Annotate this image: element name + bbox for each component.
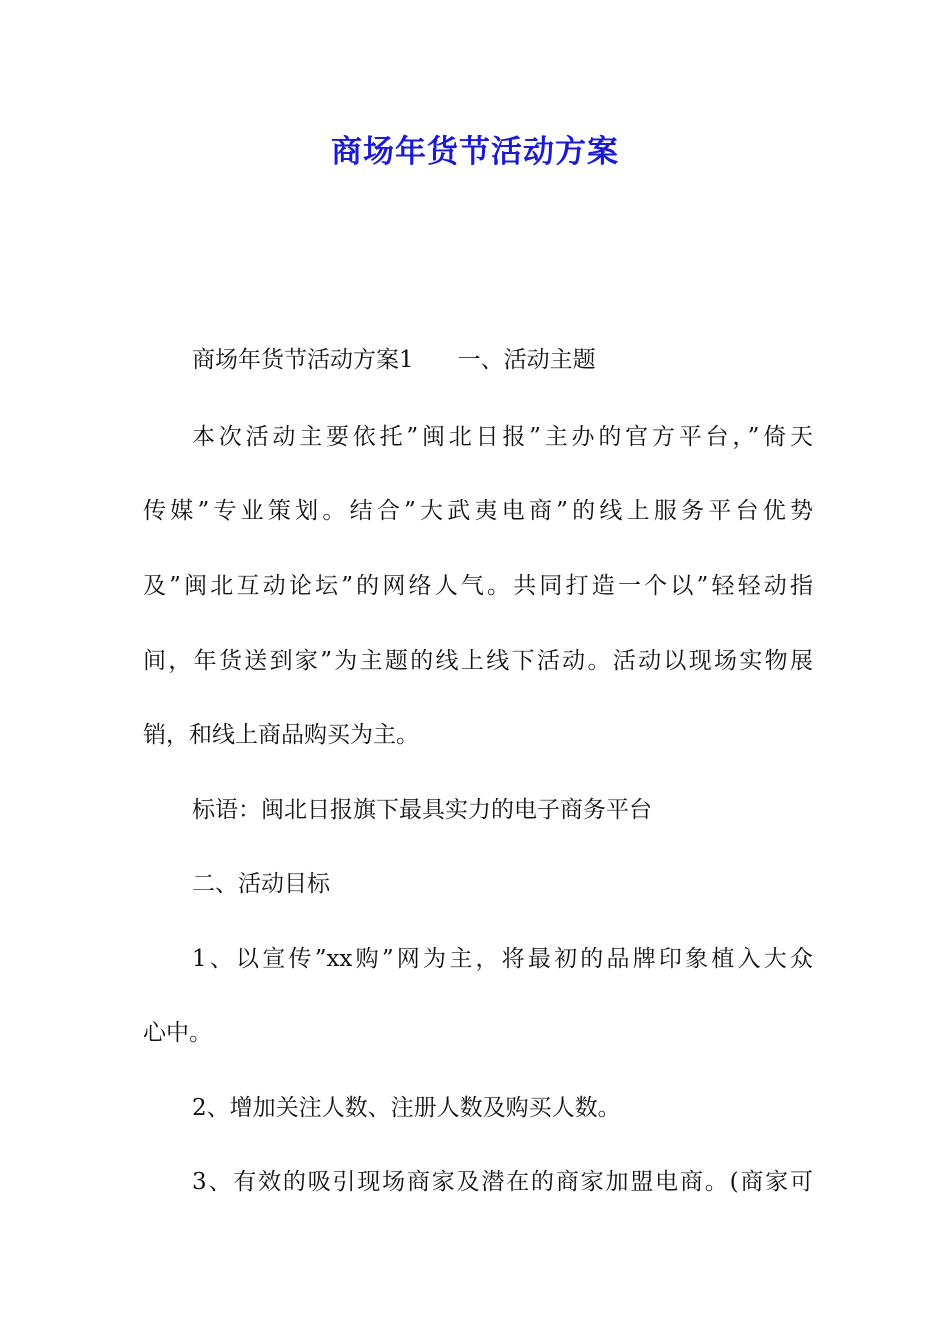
paragraph-line: 2、增加关注人数、注册人数及购买人数。 [192,1095,621,1121]
paragraph-line: 3、有效的吸引现场商家及潜在的商家加盟电商。(商家可 [192,1169,813,1195]
paragraph-line-heading-1 [143,343,813,377]
section-heading-2: 二、活动目标 [192,871,330,897]
slogan-line: 标语：闽北日报旗下最具实力的电子商务平台 [192,797,652,823]
paragraph-line: 销，和线上商品购买为主。 [143,722,419,748]
paragraph-line: 本次活动主要依托”闽北日报”主办的官方平台，”倚天 [192,424,813,450]
paragraph-line: 传媒”专业策划。结合”大武夷电商”的线上服务平台优势 [143,498,813,524]
document-title: 商场年货节活动方案 [331,134,619,170]
section-heading: 一、活动主题 [457,347,596,373]
paragraph-line: 1、以宣传”xx购”网为主，将最初的品牌印象植入大众 [192,946,813,972]
paragraph-line: 心中。 [143,1020,212,1046]
paragraph-line: 间，年货送到家”为主题的线上线下活动。活动以现场实物展 [143,648,813,674]
paragraph-line: 及”闽北互动论坛”的网络人气。共同打造一个以”轻轻动指 [143,573,813,599]
section-label: 商场年货节活动方案1 [192,347,414,373]
